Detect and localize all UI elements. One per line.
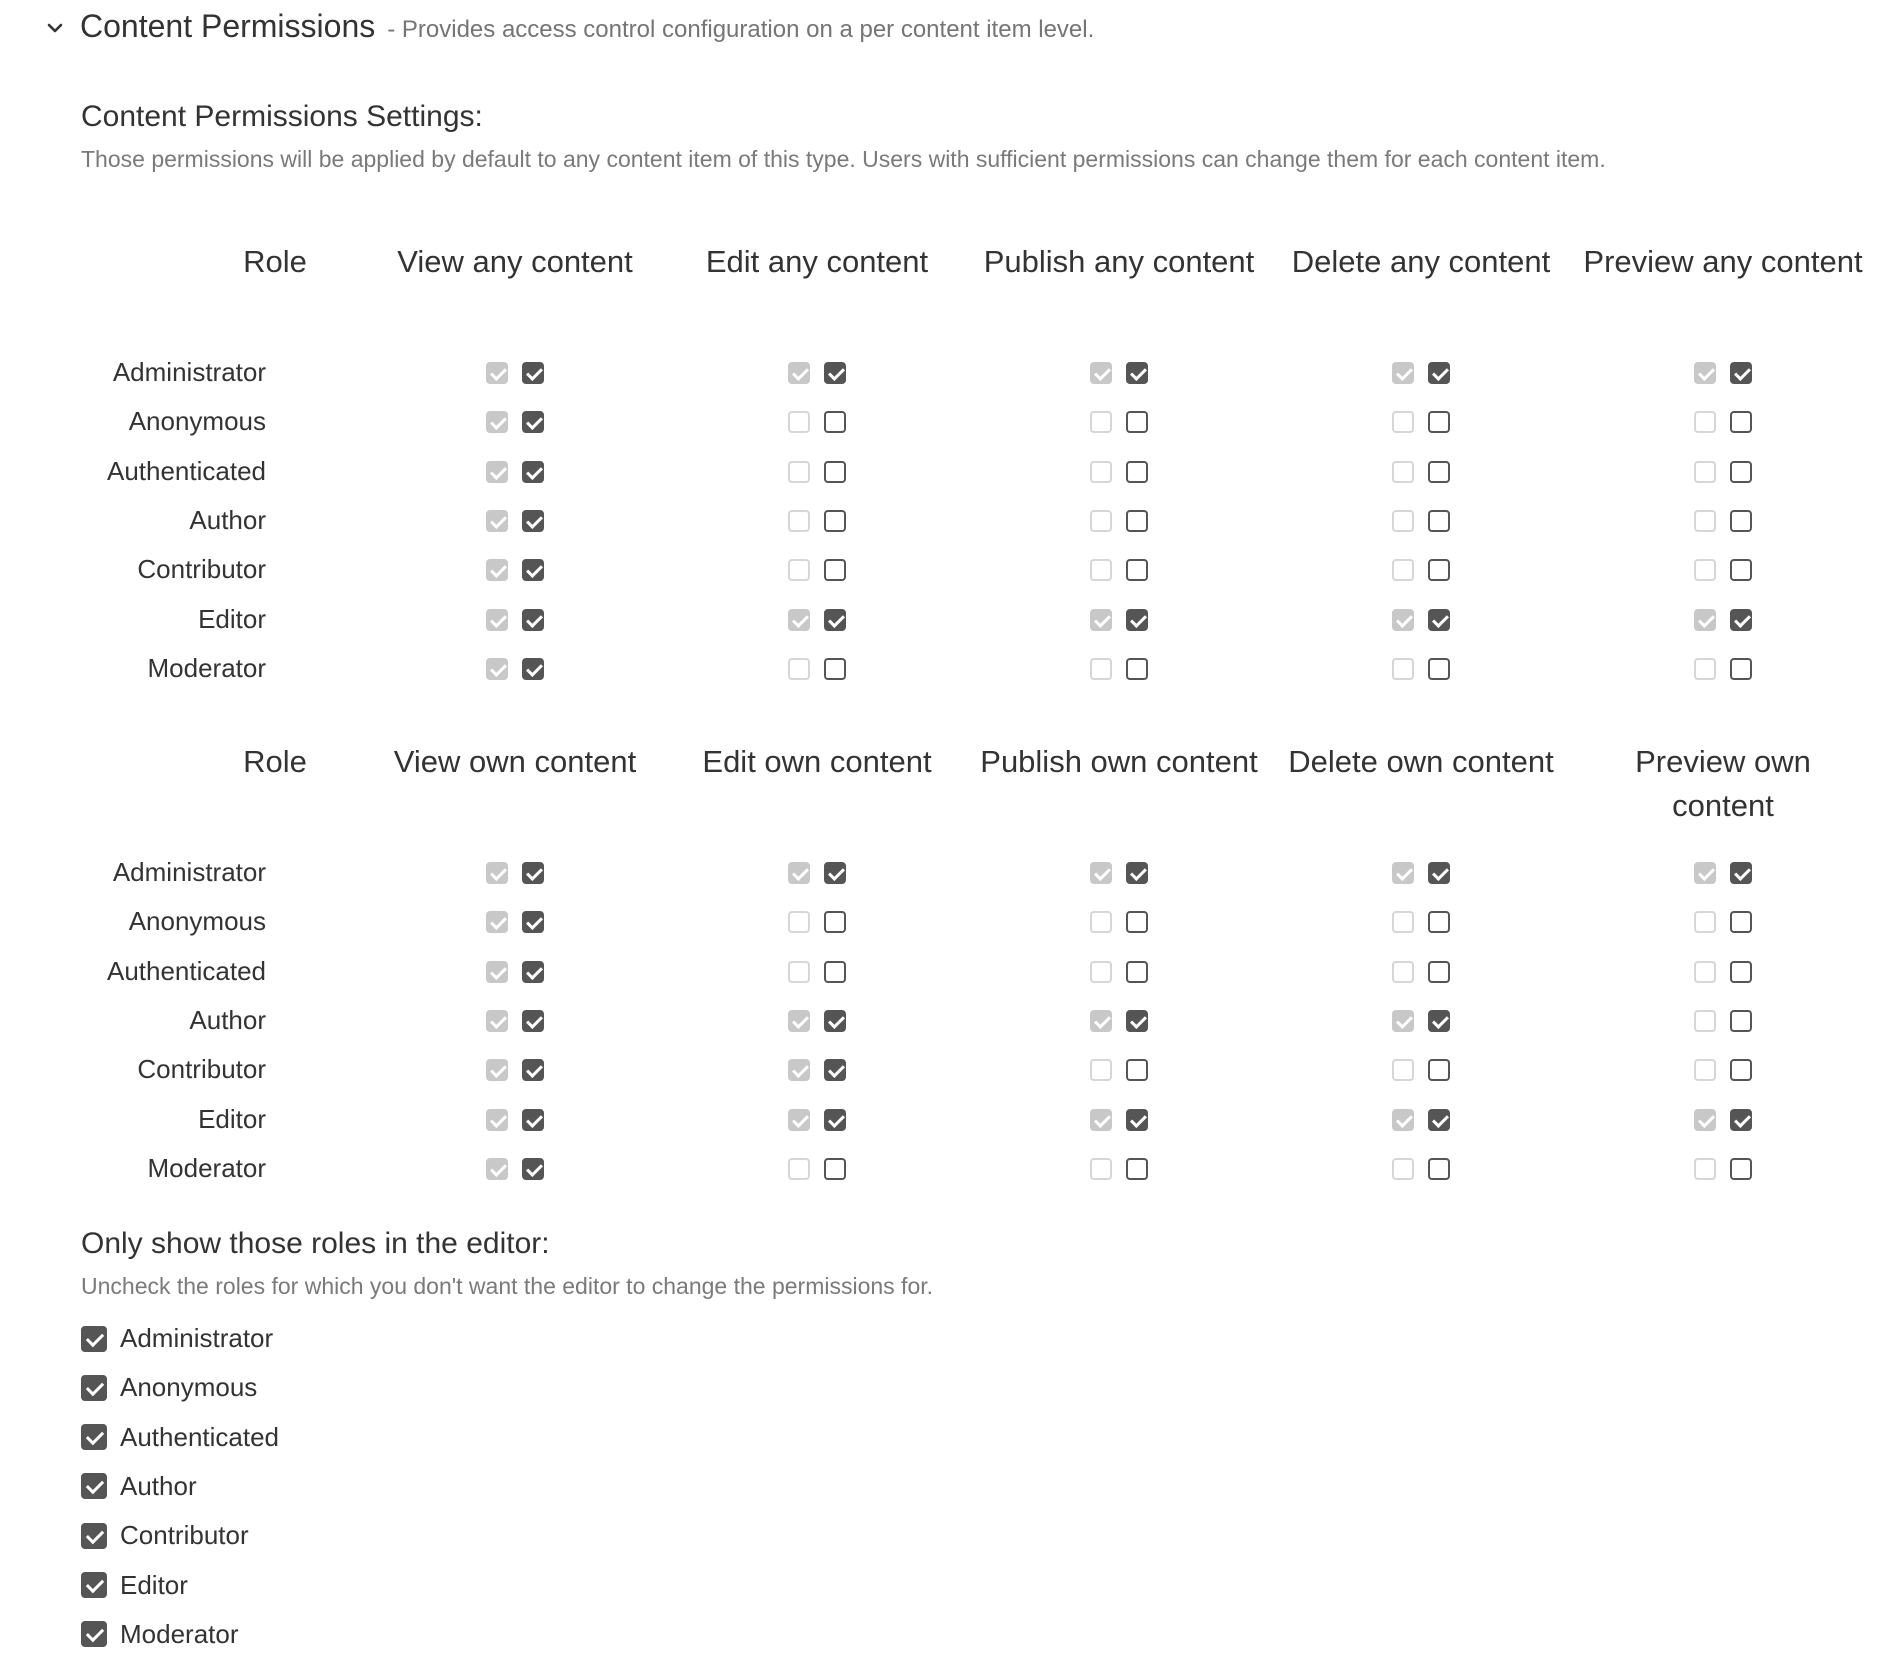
permission-cell-anonymous-delete-own-content: [1392, 911, 1450, 933]
role-name-editor: Editor: [198, 1103, 266, 1134]
permission-cell-editor-edit-own-content: [788, 1109, 846, 1131]
inherited-permission-checkbox: [1392, 961, 1414, 983]
role-name-anonymous: Anonymous: [128, 906, 266, 937]
permission-cell-author-publish-any-content: [1090, 510, 1148, 532]
permission-cell-contributor-edit-own-content: [788, 1059, 846, 1081]
inherited-permission-checkbox: [788, 1158, 810, 1180]
permission-cell-editor-view-any-content: [486, 609, 544, 631]
permission-checkbox[interactable]: [1126, 461, 1148, 483]
chevron-down-icon[interactable]: [44, 17, 66, 39]
permission-cell-editor-delete-own-content: [1392, 1109, 1450, 1131]
role-name-administrator: Administrator: [112, 857, 266, 887]
permission-checkbox[interactable]: [824, 1059, 846, 1081]
inherited-permission-checkbox: [788, 862, 810, 884]
role-name-editor: Editor: [198, 603, 266, 634]
permission-cell-contributor-delete-own-content: [1392, 1059, 1450, 1081]
inherited-permission-checkbox: [788, 411, 810, 433]
inherited-permission-checkbox: [1090, 862, 1112, 884]
inherited-permission-checkbox: [486, 510, 508, 532]
permission-checkbox[interactable]: [522, 1109, 544, 1131]
editor-role-checkbox[interactable]: [81, 1326, 107, 1352]
permission-checkbox[interactable]: [824, 1158, 846, 1180]
permission-checkbox[interactable]: [522, 411, 544, 433]
inherited-permission-checkbox: [1090, 658, 1112, 680]
permission-checkbox[interactable]: [824, 362, 846, 384]
editor-role-label: Contributor: [120, 1520, 249, 1551]
permission-cell-anonymous-view-any-content: [486, 411, 544, 433]
permission-cell-administrator-view-any-content: [486, 362, 544, 384]
permission-checkbox[interactable]: [824, 658, 846, 680]
permission-cell-author-edit-any-content: [788, 510, 846, 532]
inherited-permission-checkbox: [1694, 510, 1716, 532]
permission-cell-authenticated-delete-own-content: [1392, 961, 1450, 983]
permission-checkbox[interactable]: [1126, 510, 1148, 532]
permission-checkbox[interactable]: [522, 961, 544, 983]
column-header-view-any-content: View any content: [397, 244, 633, 279]
inherited-permission-checkbox: [1090, 1158, 1112, 1180]
role-column-header: Role: [243, 744, 307, 779]
permission-checkbox[interactable]: [1428, 1010, 1450, 1032]
permission-checkbox[interactable]: [1730, 862, 1752, 884]
permission-checkbox[interactable]: [1730, 461, 1752, 483]
permission-cell-author-publish-own-content: [1090, 1010, 1148, 1032]
permission-cell-authenticated-edit-any-content: [788, 461, 846, 483]
role-name-authenticated: Authenticated: [106, 955, 266, 986]
permission-checkbox[interactable]: [1428, 559, 1450, 581]
permission-checkbox[interactable]: [522, 1059, 544, 1081]
inherited-permission-checkbox: [1694, 658, 1716, 680]
permission-cell-moderator-delete-any-content: [1392, 658, 1450, 680]
permission-cell-contributor-publish-any-content: [1090, 559, 1148, 581]
inherited-permission-checkbox: [788, 559, 810, 581]
permission-checkbox[interactable]: [824, 1010, 846, 1032]
permission-cell-authenticated-view-any-content: [486, 461, 544, 483]
inherited-permission-checkbox: [1694, 1109, 1716, 1131]
inherited-permission-checkbox: [1392, 1059, 1414, 1081]
inherited-permission-checkbox: [1392, 461, 1414, 483]
inherited-permission-checkbox: [788, 1010, 810, 1032]
permission-cell-authenticated-preview-own-content: [1694, 961, 1752, 983]
permission-checkbox[interactable]: [824, 862, 846, 884]
editor-role-checkbox[interactable]: [81, 1424, 107, 1450]
editor-role-checkbox[interactable]: [81, 1473, 107, 1499]
permission-cell-editor-view-own-content: [486, 1109, 544, 1131]
permission-cell-authenticated-publish-own-content: [1090, 961, 1148, 983]
permission-checkbox[interactable]: [1126, 1109, 1148, 1131]
inherited-permission-checkbox: [788, 911, 810, 933]
inherited-permission-checkbox: [1392, 510, 1414, 532]
inherited-permission-checkbox: [788, 658, 810, 680]
permission-cell-anonymous-publish-any-content: [1090, 411, 1148, 433]
permission-checkbox[interactable]: [1126, 658, 1148, 680]
permission-checkbox[interactable]: [1428, 411, 1450, 433]
permission-checkbox[interactable]: [1428, 961, 1450, 983]
role-name-author: Author: [189, 504, 266, 535]
permission-checkbox[interactable]: [522, 461, 544, 483]
inherited-permission-checkbox: [1392, 362, 1414, 384]
permission-checkbox[interactable]: [824, 510, 846, 532]
permission-cell-contributor-delete-any-content: [1392, 559, 1450, 581]
permission-cell-anonymous-preview-own-content: [1694, 911, 1752, 933]
editor-role-option-moderator[interactable]: [81, 1619, 239, 1650]
permission-cell-anonymous-edit-any-content: [788, 411, 846, 433]
inherited-permission-checkbox: [1392, 411, 1414, 433]
permission-cell-authenticated-edit-own-content: [788, 961, 846, 983]
permission-checkbox[interactable]: [1428, 1109, 1450, 1131]
column-header-publish-own-content: Publish own content: [980, 744, 1258, 779]
permission-cell-editor-preview-own-content: [1694, 1109, 1752, 1131]
permission-cell-author-delete-own-content: [1392, 1010, 1450, 1032]
role-name-moderator: Moderator: [147, 1152, 266, 1183]
permission-checkbox[interactable]: [824, 1109, 846, 1131]
permission-cell-authenticated-preview-any-content: [1694, 461, 1752, 483]
permission-cell-authenticated-delete-any-content: [1392, 461, 1450, 483]
editor-role-option-administrator[interactable]: [81, 1323, 273, 1354]
inherited-permission-checkbox: [1392, 1010, 1414, 1032]
inherited-permission-checkbox: [486, 1010, 508, 1032]
inherited-permission-checkbox: [788, 1059, 810, 1081]
inherited-permission-checkbox: [1090, 559, 1112, 581]
permission-checkbox[interactable]: [1126, 1059, 1148, 1081]
inherited-permission-checkbox: [788, 1109, 810, 1131]
permission-checkbox[interactable]: [522, 510, 544, 532]
inherited-permission-checkbox: [486, 362, 508, 384]
inherited-permission-checkbox: [1090, 1059, 1112, 1081]
editor-role-label: Author: [120, 1470, 197, 1501]
permission-checkbox[interactable]: [824, 609, 846, 631]
editor-role-option-editor[interactable]: [81, 1570, 188, 1601]
inherited-permission-checkbox: [1090, 911, 1112, 933]
permission-cell-author-delete-any-content: [1392, 510, 1450, 532]
permission-cell-administrator-delete-own-content: [1392, 862, 1450, 884]
role-name-contributor: Contributor: [137, 554, 266, 585]
permission-checkbox[interactable]: [1126, 362, 1148, 384]
permission-checkbox[interactable]: [824, 961, 846, 983]
permission-checkbox[interactable]: [1428, 911, 1450, 933]
editor-role-checkbox[interactable]: [81, 1572, 107, 1598]
permission-checkbox[interactable]: [1730, 1010, 1752, 1032]
inherited-permission-checkbox: [1090, 411, 1112, 433]
permission-cell-author-view-own-content: [486, 1010, 544, 1032]
column-header-edit-any-content: Edit any content: [705, 244, 929, 279]
permission-cell-moderator-view-any-content: [486, 658, 544, 680]
permission-cell-administrator-preview-any-content: [1694, 362, 1752, 384]
permission-cell-contributor-preview-own-content: [1694, 1059, 1752, 1081]
permission-checkbox[interactable]: [522, 862, 544, 884]
permission-checkbox[interactable]: [1428, 510, 1450, 532]
inherited-permission-checkbox: [1090, 362, 1112, 384]
editor-role-label: Authenticated: [120, 1421, 280, 1452]
inherited-permission-checkbox: [788, 362, 810, 384]
permission-cell-anonymous-delete-any-content: [1392, 411, 1450, 433]
role-name-contributor: Contributor: [137, 1054, 266, 1085]
permission-cell-authenticated-publish-any-content: [1090, 461, 1148, 483]
column-header-delete-any-content: Delete any content: [1291, 244, 1551, 279]
permission-checkbox[interactable]: [1126, 961, 1148, 983]
inherited-permission-checkbox: [1694, 1010, 1716, 1032]
permission-checkbox[interactable]: [824, 559, 846, 581]
editor-roles-help: Uncheck the roles for which you don't want the editor to change the permissions for.: [81, 1273, 934, 1299]
permission-checkbox[interactable]: [1428, 362, 1450, 384]
inherited-permission-checkbox: [1694, 362, 1716, 384]
permission-cell-editor-delete-any-content: [1392, 609, 1450, 631]
permission-checkbox[interactable]: [522, 658, 544, 680]
permission-cell-editor-preview-any-content: [1694, 609, 1752, 631]
role-name-administrator: Administrator: [112, 357, 266, 387]
column-header-edit-own-content: Edit own content: [702, 744, 932, 779]
column-header-publish-any-content: Publish any content: [983, 244, 1255, 279]
permission-checkbox[interactable]: [1428, 609, 1450, 631]
inherited-permission-checkbox: [1694, 1158, 1716, 1180]
editor-role-option-anonymous[interactable]: [81, 1372, 257, 1403]
role-name-author: Author: [189, 1004, 266, 1035]
inherited-permission-checkbox: [486, 911, 508, 933]
inherited-permission-checkbox: [1392, 911, 1414, 933]
editor-role-label: Anonymous: [120, 1372, 258, 1403]
inherited-permission-checkbox: [1392, 658, 1414, 680]
permission-checkbox[interactable]: [1730, 559, 1752, 581]
permission-checkbox[interactable]: [1730, 609, 1752, 631]
inherited-permission-checkbox: [486, 862, 508, 884]
inherited-permission-checkbox: [1694, 411, 1716, 433]
permission-cell-editor-publish-any-content: [1090, 609, 1148, 631]
inherited-permission-checkbox: [486, 461, 508, 483]
inherited-permission-checkbox: [1694, 862, 1716, 884]
permission-checkbox[interactable]: [1126, 1010, 1148, 1032]
settings-help: Those permissions will be applied by default to any content item of this type. Users with sufficient permissions can change them for each content item.: [81, 146, 1606, 172]
permission-checkbox[interactable]: [1126, 411, 1148, 433]
permission-cell-anonymous-edit-own-content: [788, 911, 846, 933]
permission-cell-administrator-delete-any-content: [1392, 362, 1450, 384]
permission-checkbox[interactable]: [1730, 911, 1752, 933]
permission-checkbox[interactable]: [1126, 559, 1148, 581]
permission-cell-moderator-edit-own-content: [788, 1158, 846, 1180]
permission-cell-moderator-publish-own-content: [1090, 1158, 1148, 1180]
permission-cell-administrator-publish-any-content: [1090, 362, 1148, 384]
permission-cell-moderator-edit-any-content: [788, 658, 846, 680]
inherited-permission-checkbox: [486, 1109, 508, 1131]
inherited-permission-checkbox: [1090, 461, 1112, 483]
permission-cell-anonymous-preview-any-content: [1694, 411, 1752, 433]
inherited-permission-checkbox: [1694, 1059, 1716, 1081]
permission-checkbox[interactable]: [522, 911, 544, 933]
inherited-permission-checkbox: [788, 510, 810, 532]
permission-cell-administrator-edit-own-content: [788, 862, 846, 884]
permission-checkbox[interactable]: [1428, 1158, 1450, 1180]
permission-cell-moderator-view-own-content: [486, 1158, 544, 1180]
editor-role-label: Moderator: [120, 1618, 239, 1649]
inherited-permission-checkbox: [486, 961, 508, 983]
permission-checkbox[interactable]: [1730, 1158, 1752, 1180]
editor-role-checkbox[interactable]: [81, 1621, 107, 1647]
inherited-permission-checkbox: [486, 559, 508, 581]
permission-checkbox[interactable]: [1126, 862, 1148, 884]
permission-checkbox[interactable]: [1730, 510, 1752, 532]
inherited-permission-checkbox: [1090, 1010, 1112, 1032]
permission-checkbox[interactable]: [1730, 411, 1752, 433]
inherited-permission-checkbox: [486, 411, 508, 433]
permission-cell-administrator-edit-any-content: [788, 362, 846, 384]
permission-cell-moderator-preview-own-content: [1694, 1158, 1752, 1180]
permission-cell-editor-publish-own-content: [1090, 1109, 1148, 1131]
editor-role-label: Editor: [120, 1569, 188, 1600]
permission-cell-administrator-preview-own-content: [1694, 862, 1752, 884]
inherited-permission-checkbox: [1392, 609, 1414, 631]
permission-checkbox[interactable]: [1730, 1059, 1752, 1081]
inherited-permission-checkbox: [788, 461, 810, 483]
permission-cell-contributor-publish-own-content: [1090, 1059, 1148, 1081]
inherited-permission-checkbox: [1694, 461, 1716, 483]
permission-cell-moderator-preview-any-content: [1694, 658, 1752, 680]
permission-checkbox[interactable]: [522, 362, 544, 384]
inherited-permission-checkbox: [1694, 911, 1716, 933]
inherited-permission-checkbox: [1694, 559, 1716, 581]
inherited-permission-checkbox: [1392, 1158, 1414, 1180]
permission-cell-contributor-view-own-content: [486, 1059, 544, 1081]
permission-cell-contributor-preview-any-content: [1694, 559, 1752, 581]
permission-checkbox[interactable]: [1126, 1158, 1148, 1180]
inherited-permission-checkbox: [1090, 961, 1112, 983]
inherited-permission-checkbox: [1392, 1109, 1414, 1131]
permission-checkbox[interactable]: [1428, 1059, 1450, 1081]
section-header: [44, 8, 1094, 45]
editor-role-option-contributor[interactable]: [81, 1520, 249, 1551]
inherited-permission-checkbox: [1090, 1109, 1112, 1131]
permission-cell-anonymous-view-own-content: [486, 911, 544, 933]
permission-cell-moderator-delete-own-content: [1392, 1158, 1450, 1180]
inherited-permission-checkbox: [486, 658, 508, 680]
permission-checkbox[interactable]: [1428, 862, 1450, 884]
permission-cell-administrator-publish-own-content: [1090, 862, 1148, 884]
settings-title: Content Permissions Settings:: [81, 100, 483, 133]
inherited-permission-checkbox: [486, 1059, 508, 1081]
column-header-preview-any-content: Preview any content: [1583, 244, 1863, 279]
editor-role-label: Administrator: [120, 1323, 274, 1353]
inherited-permission-checkbox: [1090, 510, 1112, 532]
permission-checkbox[interactable]: [1126, 609, 1148, 631]
inherited-permission-checkbox: [1392, 862, 1414, 884]
role-name-moderator: Moderator: [147, 652, 266, 683]
permission-cell-author-preview-any-content: [1694, 510, 1752, 532]
inherited-permission-checkbox: [788, 609, 810, 631]
inherited-permission-checkbox: [486, 609, 508, 631]
role-column-header: Role: [243, 244, 307, 279]
permission-cell-author-view-any-content: [486, 510, 544, 532]
inherited-permission-checkbox: [486, 1158, 508, 1180]
permission-cell-author-preview-own-content: [1694, 1010, 1752, 1032]
permission-checkbox[interactable]: [1428, 658, 1450, 680]
inherited-permission-checkbox: [1392, 559, 1414, 581]
inherited-permission-checkbox: [788, 961, 810, 983]
permission-cell-contributor-view-any-content: [486, 559, 544, 581]
editor-roles-title: Only show those roles in the editor:: [81, 1227, 550, 1260]
permission-checkbox[interactable]: [1730, 658, 1752, 680]
permission-checkbox[interactable]: [1730, 362, 1752, 384]
editor-role-option-author[interactable]: [81, 1471, 197, 1502]
permission-checkbox[interactable]: [522, 609, 544, 631]
permission-checkbox[interactable]: [522, 559, 544, 581]
editor-role-option-authenticated[interactable]: [81, 1422, 279, 1453]
permission-checkbox[interactable]: [522, 1158, 544, 1180]
role-name-anonymous: Anonymous: [128, 406, 266, 437]
section-title[interactable]: Content Permissions: [80, 8, 376, 44]
permission-checkbox[interactable]: [824, 911, 846, 933]
inherited-permission-checkbox: [1694, 961, 1716, 983]
permission-checkbox[interactable]: [1730, 1109, 1752, 1131]
permission-checkbox[interactable]: [824, 461, 846, 483]
permission-cell-contributor-edit-any-content: [788, 559, 846, 581]
permission-checkbox[interactable]: [1428, 461, 1450, 483]
column-header-view-own-content: View own content: [393, 744, 637, 779]
role-name-authenticated: Authenticated: [106, 455, 266, 486]
permission-cell-administrator-view-own-content: [486, 862, 544, 884]
editor-role-checkbox[interactable]: [81, 1375, 107, 1401]
inherited-permission-checkbox: [1694, 609, 1716, 631]
permission-checkbox[interactable]: [522, 1010, 544, 1032]
inherited-permission-checkbox: [1090, 609, 1112, 631]
permission-checkbox[interactable]: [1730, 961, 1752, 983]
column-header-delete-own-content: Delete own content: [1288, 744, 1554, 779]
permission-cell-authenticated-view-own-content: [486, 961, 544, 983]
editor-role-checkbox[interactable]: [81, 1523, 107, 1549]
permission-cell-editor-edit-any-content: [788, 609, 846, 631]
permission-cell-author-edit-own-content: [788, 1010, 846, 1032]
permission-cell-moderator-publish-any-content: [1090, 658, 1148, 680]
permission-checkbox[interactable]: [824, 411, 846, 433]
column-header-preview-own-content: Preview own content: [1635, 744, 1811, 823]
permission-cell-anonymous-publish-own-content: [1090, 911, 1148, 933]
section-description: - Provides access control configuration on a per content item level.: [387, 16, 1095, 43]
permission-checkbox[interactable]: [1126, 911, 1148, 933]
